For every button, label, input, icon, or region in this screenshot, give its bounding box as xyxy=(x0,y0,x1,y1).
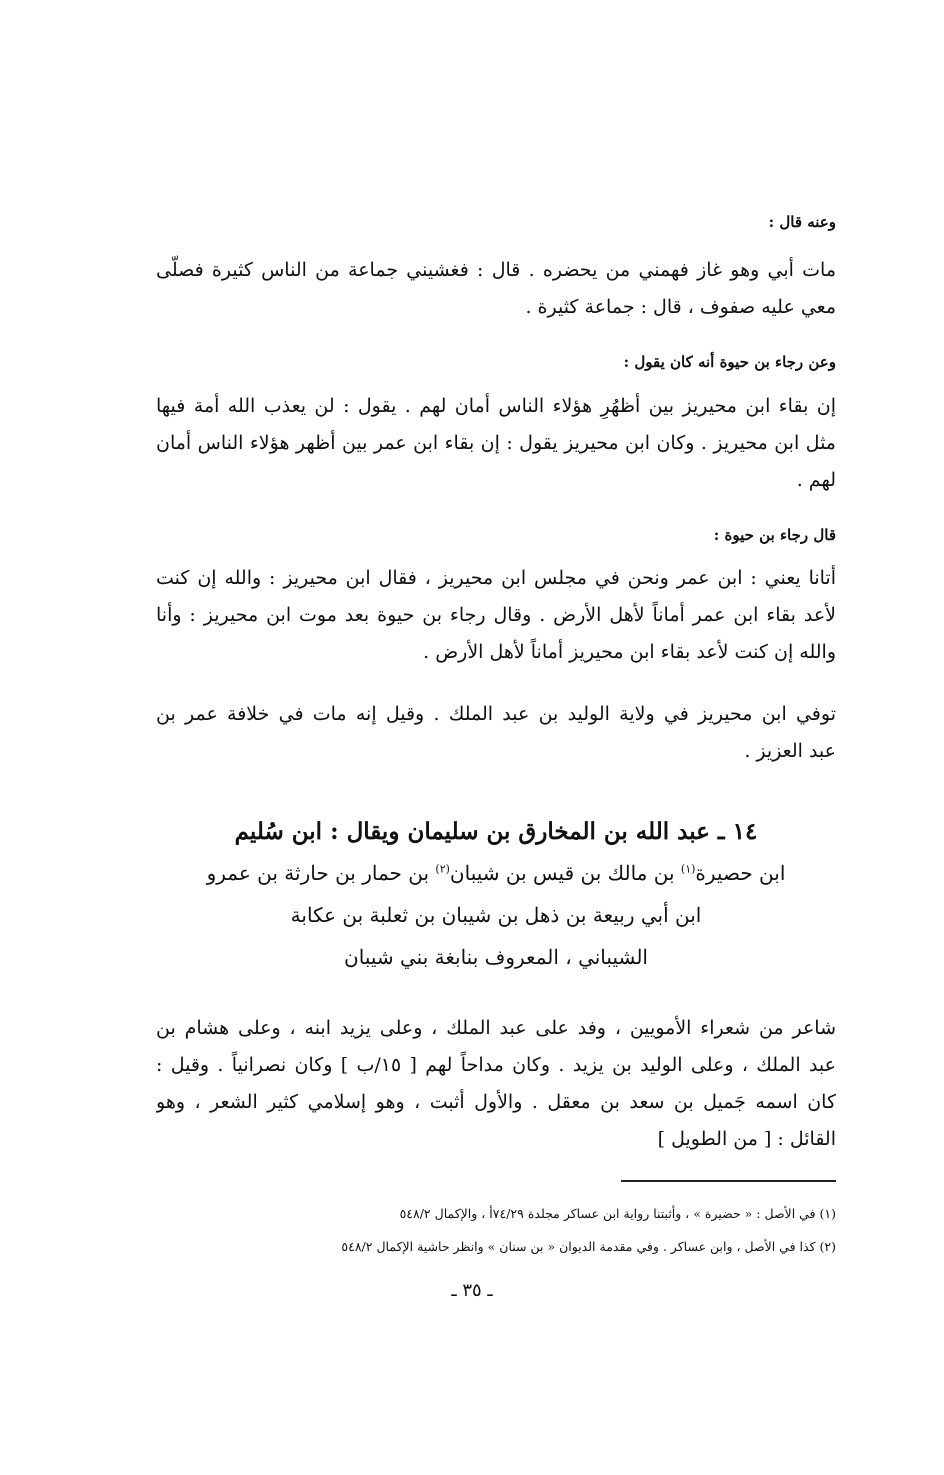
entry-heading xyxy=(156,812,836,978)
biography-paragraph xyxy=(156,1010,836,1158)
lineage-text: بن مالك بن قيس بن شيبان xyxy=(449,861,681,885)
section-1-paragraph xyxy=(156,252,836,326)
footnote-1: (١) في الأصل : « حضيرة » ، وأثبتنا رواية ابن عساكر مجلدة ٧٤/٢٩أ ، والإكمال ٥٤٨/٢ xyxy=(399,1206,836,1221)
section-3-intro: قال رجاء بن حيوة : xyxy=(713,526,836,544)
entry-lineage-line-3: الشيباني ، المعروف بنابغة بني شيبان xyxy=(344,945,648,969)
section-3-paragraph xyxy=(156,560,836,671)
entry-lineage-line-1 xyxy=(156,852,836,894)
paragraph-line: القائل : [ من الطويل ] xyxy=(657,1128,836,1150)
paragraph-line: توفي ابن محيريز في ولاية الوليد بن عبد الملك . وقيل إنه مات في خلافة عمر بن xyxy=(156,703,836,725)
section-2-paragraph xyxy=(156,388,836,499)
paragraph-line: لأعد بقاء ابن عمر أماناً لأهل الأرض . وقال رجاء بن حيوة بعد موت ابن محيريز : وأنا xyxy=(156,604,836,626)
paragraph-line: والله إن كنت لأعد بقاء ابن محيريز أماناً لأهل الأرض . xyxy=(423,641,836,663)
paragraph-line: معي عليه صفوف ، قال : جماعة كثيرة . xyxy=(525,296,836,318)
paragraph-line: عبد العزيز . xyxy=(744,740,836,762)
entry-title: ١٤ ـ عبد الله بن المخارق بن سليمان ويقال : ابن سُليم xyxy=(234,818,758,845)
footnote-2-marker[interactable]: (٢) xyxy=(435,862,450,876)
footnote-separator xyxy=(621,1180,836,1182)
paragraph-line: أتانا يعني : ابن عمر ونحن في مجلس ابن محيريز ، فقال ابن محيريز : والله إن كنت xyxy=(156,567,836,589)
lineage-text: بن حمار بن حارثة بن عمرو xyxy=(206,861,436,885)
section-1-intro: وعنه قال : xyxy=(768,213,836,231)
paragraph-line: مات أبي وهو غاز فهمني من يحضره . قال : فغشيني جماعة من الناس كثيرة فصلّى xyxy=(156,259,836,281)
section-2-intro: وعن رجاء بن حيوة أنه كان يقول : xyxy=(623,353,836,371)
page-number: ـ ٣٥ ـ xyxy=(451,1280,493,1301)
paragraph-line: كان اسمه جَميل بن سعد بن معقل . والأول أثبت ، وهو إسلامي كثير الشعر ، وهو xyxy=(156,1091,836,1113)
footnote-1-marker[interactable]: (١) xyxy=(680,862,696,876)
entry-lineage-line-2: ابن أبي ربيعة بن ذهل بن شيبان بن ثعلبة بن عكابة xyxy=(290,903,702,927)
paragraph-line: إن بقاء ابن محيريز بين أظهُرِ هؤلاء الناس أمان لهم . يقول : لن يعذب الله أمة فيها xyxy=(156,395,836,417)
paragraph-line: شاعر من شعراء الأمويين ، وفد على عبد الملك ، وعلى يزيد ابنه ، وعلى هشام بن xyxy=(156,1017,836,1039)
section-4-paragraph xyxy=(156,696,836,770)
footnote-2: (٢) كذا في الأصل ، وابن عساكر . وفي مقدمة الديوان « بن سنان » وانظر حاشية الإكمال ٥٤٨/٢ xyxy=(341,1239,836,1254)
lineage-text: ابن حصيرة xyxy=(695,861,786,885)
paragraph-line: لهم . xyxy=(796,469,836,491)
paragraph-line: مثل ابن محيريز . وكان ابن محيريز يقول : إن بقاء ابن عمر بين أظهر هؤلاء الناس أمان xyxy=(156,432,836,454)
paragraph-line: عبد الملك ، وعلى الوليد بن يزيد . وكان مداحاً لهم [ ١٥/ب ] وكان نصرانياً . وقيل : xyxy=(156,1054,836,1076)
